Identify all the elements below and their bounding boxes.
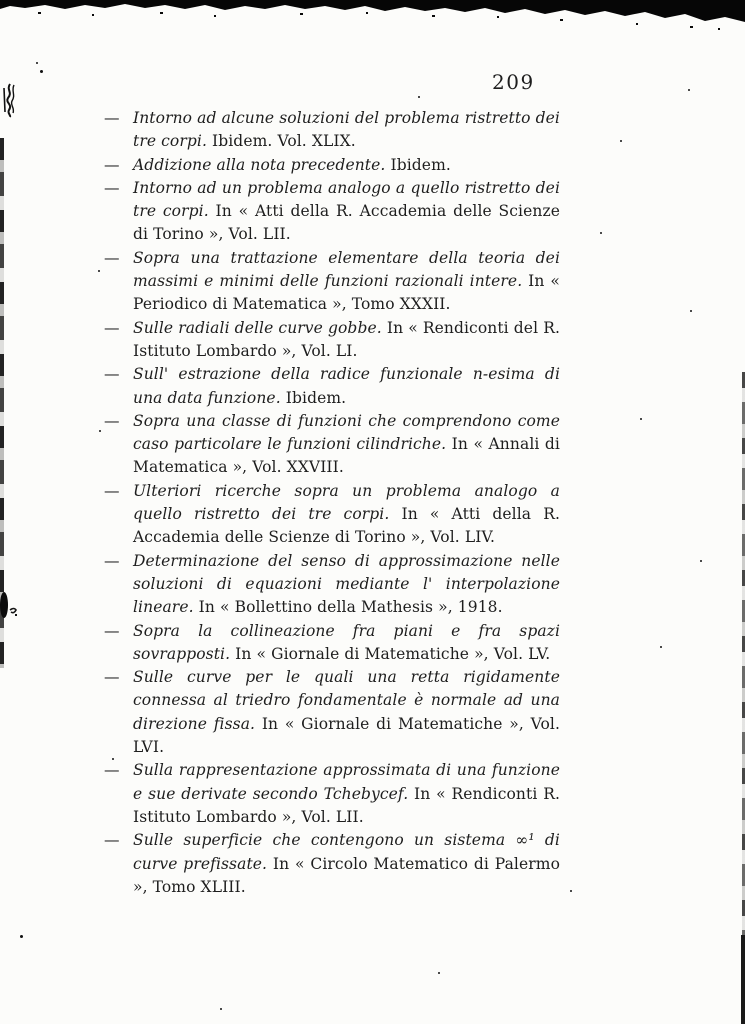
bibliography-entry	[104, 759, 560, 829]
bibliography-entry	[104, 480, 560, 550]
bibliography-entry	[104, 666, 560, 759]
entry-dash-marker: —	[104, 481, 120, 500]
bibliography-entry	[104, 317, 560, 364]
scan-speck	[700, 560, 702, 562]
scan-speck	[688, 89, 690, 91]
bibliography-list	[104, 107, 560, 899]
entry-dash-marker: —	[104, 761, 120, 780]
entry-title: Sulle superficie che contengono un sistema ∞¹ di curve prefissate.	[133, 831, 560, 873]
scan-strip-right-bottom	[741, 935, 745, 1024]
scan-speck	[690, 310, 692, 312]
entry-reference: Ibidem. Vol. XLIX.	[212, 132, 356, 151]
entry-title: Determinazione del senso di approssimazione nelle soluzioni di equazioni mediante l' interpolazione lineare.	[133, 551, 560, 617]
page-number: 209	[492, 70, 535, 94]
bibliography-entry	[104, 154, 560, 177]
handwriting-mark-top-left	[1, 82, 19, 118]
scan-speck	[660, 646, 662, 648]
entry-reference: In « Periodico di Matematica », Tomo XXXII.	[133, 272, 561, 314]
entry-reference: Ibidem.	[390, 155, 451, 174]
entry-reference: In « Bollettino della Mathesis », 1918.	[198, 598, 503, 617]
entry-title: Ulteriori ricerche sopra un problema analogo a quello ristretto dei tre corpi.	[133, 481, 560, 524]
scan-speck	[220, 1008, 222, 1010]
entry-dash-marker: —	[104, 318, 120, 337]
entry-title: Addizione alla nota precedente.	[133, 155, 386, 174]
entry-title: Sopra una trattazione elementare della teoria dei massimi e minimi delle funzioni razionali intere.	[133, 248, 560, 291]
entry-title: Sulle curve per le quali una retta rigidamente connessa al triedro fondamentale è normale ad una direzione fissa.	[133, 668, 560, 733]
entry-title: Sopra la collineazione fra piani e fra spazi sovrapposti.	[133, 621, 560, 663]
scan-strip-left	[0, 138, 4, 668]
bibliography-entry	[104, 620, 560, 667]
scan-speck	[20, 935, 23, 938]
entry-reference: In « Rendiconti R. Istituto Lombardo », Vol. LII.	[133, 784, 560, 826]
entry-reference: In « Giornale di Matematiche », Vol. LV.	[235, 644, 551, 663]
entry-title: Intorno ad un problema analogo a quello ristretto dei tre corpi.	[133, 178, 560, 221]
entry-dash-marker: —	[104, 621, 120, 640]
entry-dash-marker: —	[104, 178, 120, 197]
entry-title: Intorno ad alcune soluzioni del problema ristretto dei tre corpi.	[133, 109, 560, 151]
bibliography-entry	[104, 177, 560, 247]
bibliography-entry	[104, 247, 560, 317]
scan-speck	[99, 430, 101, 432]
scan-band-top	[0, 0, 745, 36]
entry-reference: In « Annali di Matematica », Vol. XXVIII.	[133, 435, 560, 477]
entry-dash-marker: —	[104, 109, 120, 127]
entry-title: Sulla rappresentazione approssimata di una funzione e sue derivate secondo Tchebycef.	[133, 761, 560, 803]
entry-reference: Ibidem.	[285, 388, 347, 407]
bibliography-entry	[104, 829, 560, 899]
entry-dash-marker: —	[104, 411, 120, 430]
bibliography-entry	[104, 363, 560, 410]
bibliography-entry	[104, 107, 560, 154]
entry-dash-marker: —	[104, 668, 120, 687]
entry-reference: In « Atti della R. Accademia delle Scienze di Torino », Vol. LIV.	[133, 505, 561, 547]
bibliography-entry	[104, 550, 560, 620]
entry-dash-marker: —	[104, 365, 120, 384]
entry-reference: In « Atti della R. Accademia delle Scienze di Torino », Vol. LII.	[133, 202, 561, 244]
entry-reference: In « Circolo Matematico di Palermo », Tomo XLIII.	[133, 854, 561, 896]
entry-title: Sulle radiali delle curve gobbe.	[133, 318, 382, 337]
entry-dash-marker: —	[104, 248, 120, 267]
entry-reference: In « Giornale di Matematiche », Vol. LVI.	[133, 714, 560, 757]
scan-speck	[438, 972, 440, 974]
entry-dash-marker: —	[104, 551, 120, 570]
scan-speck	[620, 140, 622, 142]
scan-speck	[570, 890, 572, 892]
entry-dash-marker: —	[104, 155, 120, 174]
entry-title: Sull' estrazione della radice funzionale n-esima di una data funzione.	[133, 365, 560, 407]
scan-speck	[36, 62, 38, 64]
ink-blob-left-middle	[0, 590, 20, 624]
scan-speck	[600, 232, 602, 234]
scan-speck	[418, 96, 420, 98]
entry-reference: In « Rendiconti del R. Istituto Lombardo », Vol. LI.	[133, 318, 560, 360]
entry-title: Sopra una classe di funzioni che comprendono come caso particolare le funzioni cilindriche.	[133, 411, 560, 454]
scan-speck	[40, 70, 43, 73]
entry-dash-marker: —	[104, 831, 120, 850]
scan-speck	[98, 270, 100, 272]
scan-speck	[640, 418, 642, 420]
bibliography-entry	[104, 410, 560, 480]
